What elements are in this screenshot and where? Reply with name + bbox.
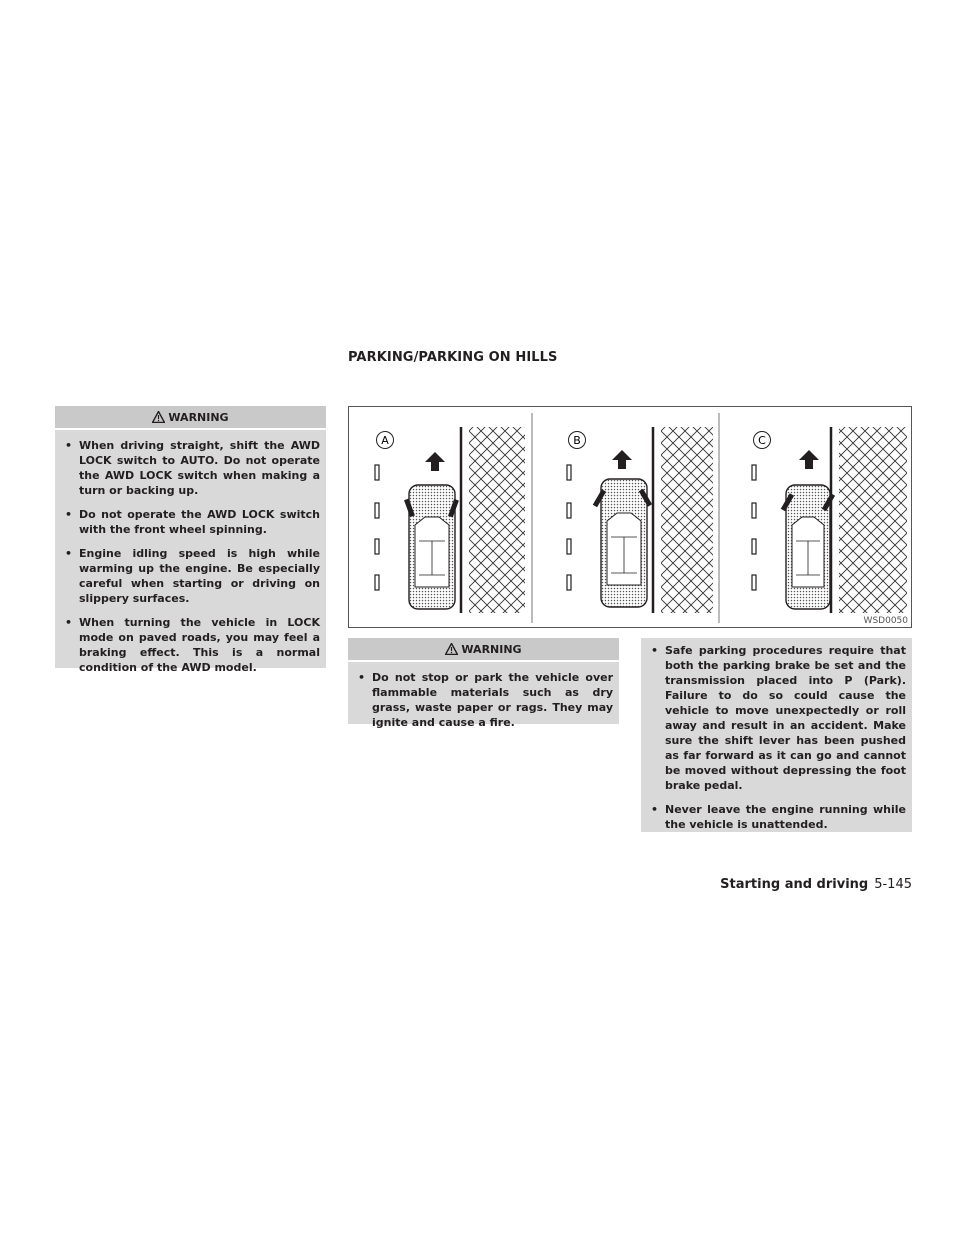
page-number: 5-145: [874, 877, 912, 892]
panel-a: [375, 427, 525, 613]
forward-arrow-icon: [799, 450, 819, 469]
warning-triangle-icon: [445, 643, 458, 655]
warning-box-right: [641, 638, 912, 832]
warning-item: • When driving straight, shift the AWD LOCK switch to AUTO. Do not operate the AWD LOCK switch when making a turn or backing up.: [65, 438, 320, 498]
panel-c: [752, 427, 907, 613]
warning-list: [641, 638, 912, 840]
section-title: PARKING/PARKING ON HILLS: [348, 350, 558, 365]
warning-triangle-icon: [152, 411, 165, 423]
forward-arrow-icon: [425, 452, 445, 471]
curb-hatch: [661, 427, 713, 613]
car: [404, 485, 459, 609]
warning-label: WARNING: [461, 642, 522, 656]
warning-item: • Safe parking procedures require that both the parking brake be set and the transmission placed into P (Park). Failure to do so could cause the vehicle to move unexpectedly or roll away and result in an accident. Make sure the shift lever has been pushed as far forward as it can go and cannot be moved without depressing the foot brake pedal.: [651, 643, 906, 793]
footer-section-name: Starting and driving: [720, 877, 869, 892]
warning-header: [55, 406, 326, 430]
car: [781, 485, 835, 609]
curb-hatch: [839, 427, 907, 613]
curb-hatch: [469, 427, 525, 613]
panel-label: A: [381, 434, 389, 447]
warning-list: [348, 662, 619, 738]
car: [593, 479, 652, 607]
warning-item: • Engine idling speed is high while warming up the engine. Be especially careful when starting or driving on slippery surfaces.: [65, 546, 320, 606]
warning-item: • When turning the vehicle in LOCK mode on paved roads, you may feel a braking effect. This is a normal condition of the AWD model.: [65, 615, 320, 675]
panel-label: C: [758, 434, 766, 447]
panel-b: [567, 427, 713, 613]
page-footer: [720, 877, 912, 892]
warning-box-middle: [348, 638, 619, 729]
parking-illustration: [349, 407, 913, 629]
warning-item: • Do not operate the AWD LOCK switch with the front wheel spinning.: [65, 507, 320, 537]
parking-figure: [348, 406, 912, 628]
panel-label: B: [573, 434, 581, 447]
warning-item: • Do not stop or park the vehicle over flammable materials such as dry grass, waste paper or rags. They may ignite and cause a fire.: [358, 670, 613, 730]
warning-list: [55, 430, 326, 683]
warning-label: WARNING: [168, 410, 229, 424]
warning-header: [348, 638, 619, 662]
warning-item: • Never leave the engine running while the vehicle is unattended.: [651, 802, 906, 832]
warning-box-left: [55, 406, 326, 674]
figure-code: WSD0050: [863, 616, 908, 626]
forward-arrow-icon: [612, 450, 632, 469]
